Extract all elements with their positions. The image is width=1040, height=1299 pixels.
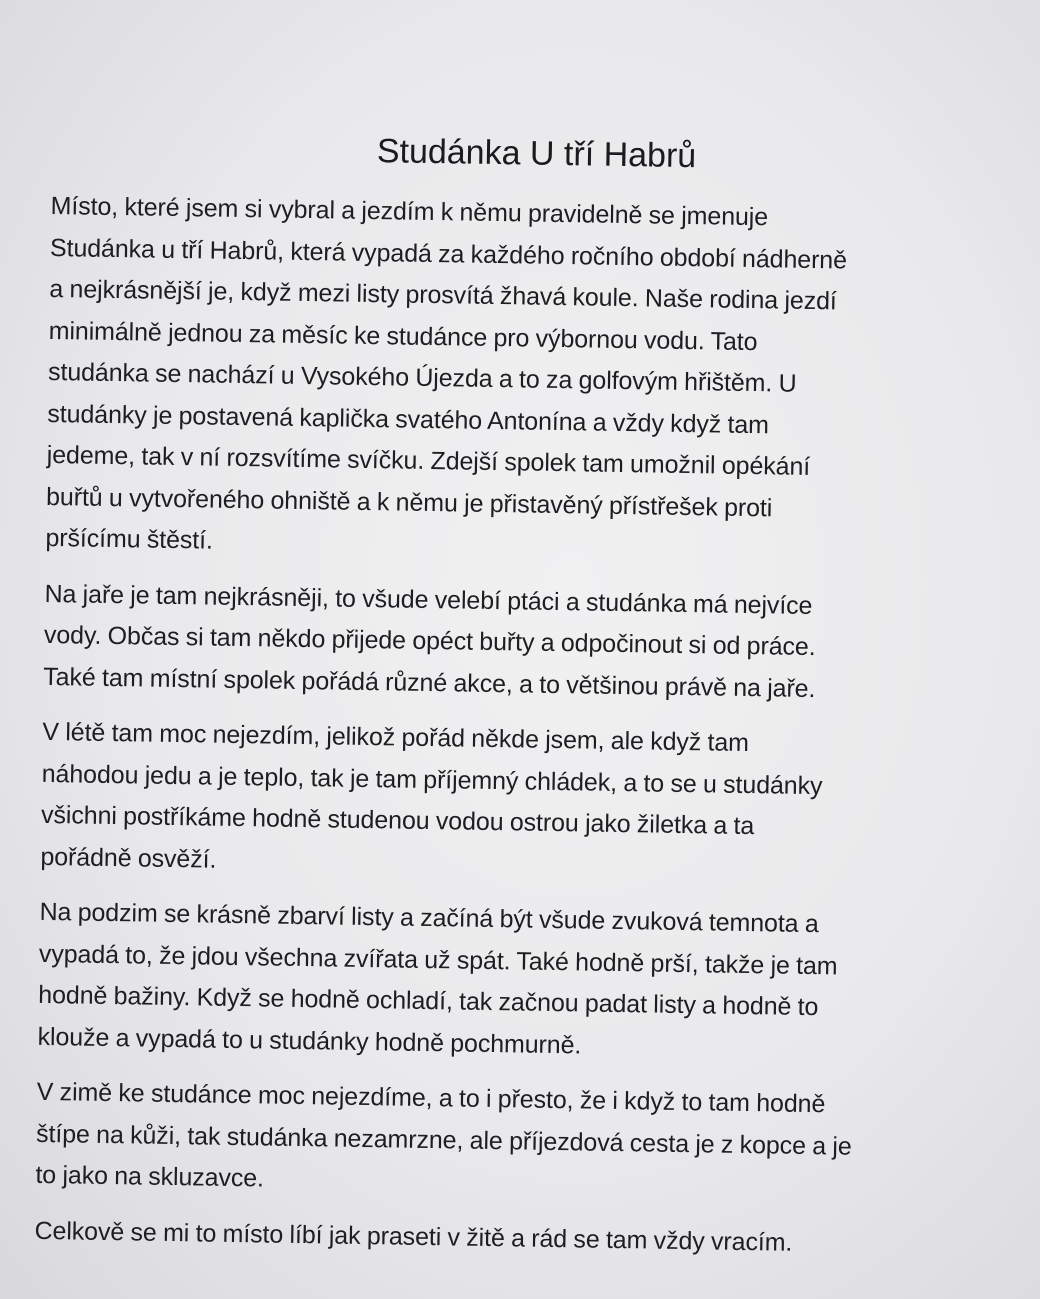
text-line: to jako na skluzavce. [35,1160,265,1193]
text-line: vypadá to, že jdou všechna zvířata už spát. Také hodně prší, takže je tam [38,939,838,980]
text-line: jedeme, tak v ní rozsvítíme svíčku. Zdejší spolek tam umožnil opékání [46,440,811,481]
paragraph [45,186,1001,574]
paragraph [34,1210,985,1266]
paragraph [43,573,995,712]
text-line: hodně bažiny. Když se hodně ochladí, tak začnou padat listy a hodně to [38,980,819,1022]
text-line: Na jaře je tam nejkrásněji, to všude velebí ptáci a studánka má nejvíce [44,579,813,620]
text-line: štípe na kůži, tak studánka nezamrzne, ale příjezdová cesta je z kopce a je [35,1119,852,1161]
text-line: Také tam místní spolek pořádá různé akce, a to většinou právě na jaře. [43,662,816,703]
text-line: náhodou jedu a je teplo, tak je tam příjemný chládek, a to se u studánky [41,759,823,800]
text-line: Na podzim se krásně zbarví listy a začíná být všude zvuková temnota a [39,897,819,939]
text-line: klouže a vypadá to u studánky hodně pochmurně. [37,1022,582,1059]
paragraph [37,892,989,1073]
document-title: Studánka U tří Habrů [376,132,697,176]
text-line: studánka se nachází u Vysokého Újezda a to za golfovým hřištěm. U [47,357,797,398]
text-line: pořádně osvěží. [40,842,217,874]
text-line: minimálně jednou za měsíc ke studánce pro výbornou vodu. Tato [48,316,758,356]
text-line: a nejkrásnější je, když mezi listy prosvítá žhavá koule. Naše rodina jezdí [49,274,837,316]
text-line: pršícímu štěstí. [45,523,214,555]
paragraph [35,1072,987,1211]
document-body [34,122,1002,1281]
text-line: V zimě ke studánce moc nejezdíme, a to i přesto, že i když to tam hodně [36,1077,826,1119]
text-line: Studánka u tří Habrů, která vypadá za každého ročního období nádherně [49,233,848,275]
text-line: Místo, které jsem si vybral a jezdím k němu pravidelně se jmenuje [50,191,769,232]
paragraph [40,712,992,893]
text-line: buřtů u vytvořeného ohniště a k němu je přistavěný přístřešek proti [45,482,773,522]
text-line: studánky je postavená kaplička svatého Antonína a vždy když tam [47,399,770,439]
text-line: V létě tam moc nejezdím, jelikož pořád někde jsem, ale když tam [42,717,750,758]
text-line: všichni postříkáme hodně studenou vodou ostrou jako žiletka a ta [40,800,755,841]
text-line: vody. Občas si tam někdo přijede opéct buřty a odpočinout si od práce. [43,620,816,662]
text-line: Celkově se mi to místo líbí jak praseti v žitě a rád se tam vždy vracím. [34,1216,793,1257]
